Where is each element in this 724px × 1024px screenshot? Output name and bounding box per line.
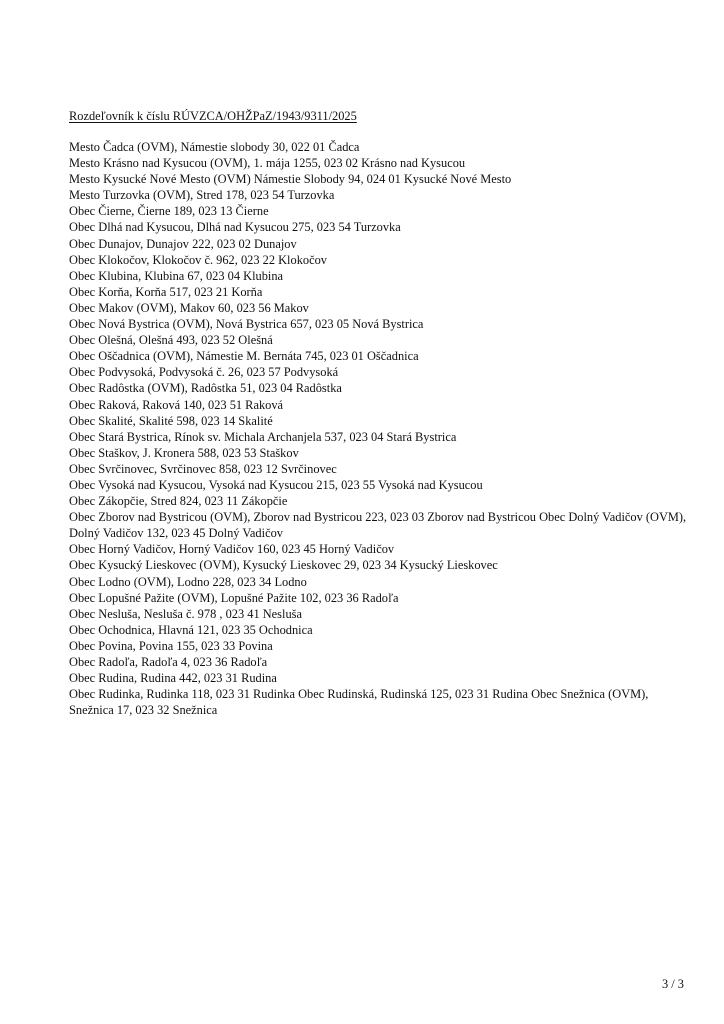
recipient-item: Obec Svrčinovec, Svrčinovec 858, 023 12 Svrčinovec [69,461,337,476]
recipient-item: Mesto Kysucké Nové Mesto (OVM) Námestie Slobody 94, 024 01 Kysucké Nové Mesto [69,172,512,187]
recipient-item: Obec Zborov nad Bystricou (OVM), Zborov nad Bystricou 223, 023 03 Zborov nad Bystricou Obec Dolný Vadičov (OVM), Dolný Vadičov 132, 023 45 Dolný Vadičov [69,510,687,541]
recipient-item: Obec Olešná, Olešná 493, 023 52 Olešná [69,333,273,348]
recipient-item: Obec Korňa, Korňa 517, 023 21 Korňa [69,284,263,299]
recipient-item: Mesto Turzovka (OVM), Stred 178, 023 54 Turzovka [69,188,335,203]
recipient-item: Obec Oščadnica (OVM), Námestie M. Bernáta 745, 023 01 Oščadnica [69,349,419,364]
recipient-item: Obec Klokočov, Klokočov č. 962, 023 22 Klokočov [69,252,327,267]
recipient-item: Obec Radôstka (OVM), Radôstka 51, 023 04 Radôstka [69,381,342,396]
recipient-item: Obec Klubina, Klubina 67, 023 04 Klubina [69,268,284,283]
recipient-list [69,139,691,718]
recipient-item: Obec Horný Vadičov, Horný Vadičov 160, 023 45 Horný Vadičov [69,542,395,557]
recipient-item: Obec Rudina, Rudina 442, 023 31 Rudina [69,671,277,686]
recipient-item: Obec Dlhá nad Kysucou, Dlhá nad Kysucou 275, 023 54 Turzovka [69,220,401,235]
recipient-item: Obec Nová Bystrica (OVM), Nová Bystrica 657, 023 05 Nová Bystrica [69,317,424,332]
recipient-item: Obec Dunajov, Dunajov 222, 023 02 Dunajov [69,236,297,251]
recipient-item: Obec Povina, Povina 155, 023 33 Povina [69,638,273,653]
recipient-item: Obec Stará Bystrica, Rínok sv. Michala Archanjela 537, 023 04 Stará Bystrica [69,429,457,444]
recipient-item: Obec Zákopčie, Stred 824, 023 11 Zákopčie [69,494,288,509]
recipient-item: Obec Raková, Raková 140, 023 51 Raková [69,397,284,412]
recipient-item: Obec Makov (OVM), Makov 60, 023 56 Makov [69,300,309,315]
recipient-item: Obec Čierne, Čierne 189, 023 13 Čierne [69,204,269,219]
document-heading: Rozdeľovník k číslu RÚVZCA/OHŽPaZ/1943/9311/2025 [69,109,357,123]
recipient-item: Obec Rudinka, Rudinka 118, 023 31 Rudinka Obec Rudinská, Rudinská 125, 023 31 Rudina Obec Snežnica (OVM), Snežnica 17, 023 32 Snežnica [69,687,649,718]
recipient-item: Obec Ochodnica, Hlavná 121, 023 35 Ochodnica [69,622,313,637]
recipient-item: Obec Kysucký Lieskovec (OVM), Kysucký Lieskovec 29, 023 34 Kysucký Lieskovec [69,558,498,573]
recipient-item: Obec Radoľa, Radoľa 4, 023 36 Radoľa [69,655,268,669]
recipient-item: Obec Staškov, J. Kronera 588, 023 53 Staškov [69,445,299,460]
page-number: 3 / 3 [661,977,684,991]
recipient-item: Mesto Čadca (OVM), Námestie slobody 30, 022 01 Čadca [69,140,360,154]
recipient-item: Obec Lopušné Pažite (OVM), Lopušné Pažite 102, 023 36 Radoľa [69,590,399,605]
recipient-item: Obec Podvysoká, Podvysoká č. 26, 023 57 Podvysoká [69,365,339,380]
recipient-item: Obec Skalité, Skalité 598, 023 14 Skalité [69,413,273,428]
recipient-item: Obec Lodno (OVM), Lodno 228, 023 34 Lodno [69,574,307,589]
recipient-item: Mesto Krásno nad Kysucou (OVM), 1. mája 1255, 023 02 Krásno nad Kysucou [69,156,466,171]
recipient-item: Obec Nesluša, Nesluša č. 978 , 023 41 Nesluša [69,606,302,621]
recipient-item: Obec Vysoká nad Kysucou, Vysoká nad Kysucou 215, 023 55 Vysoká nad Kysucou [69,477,483,492]
